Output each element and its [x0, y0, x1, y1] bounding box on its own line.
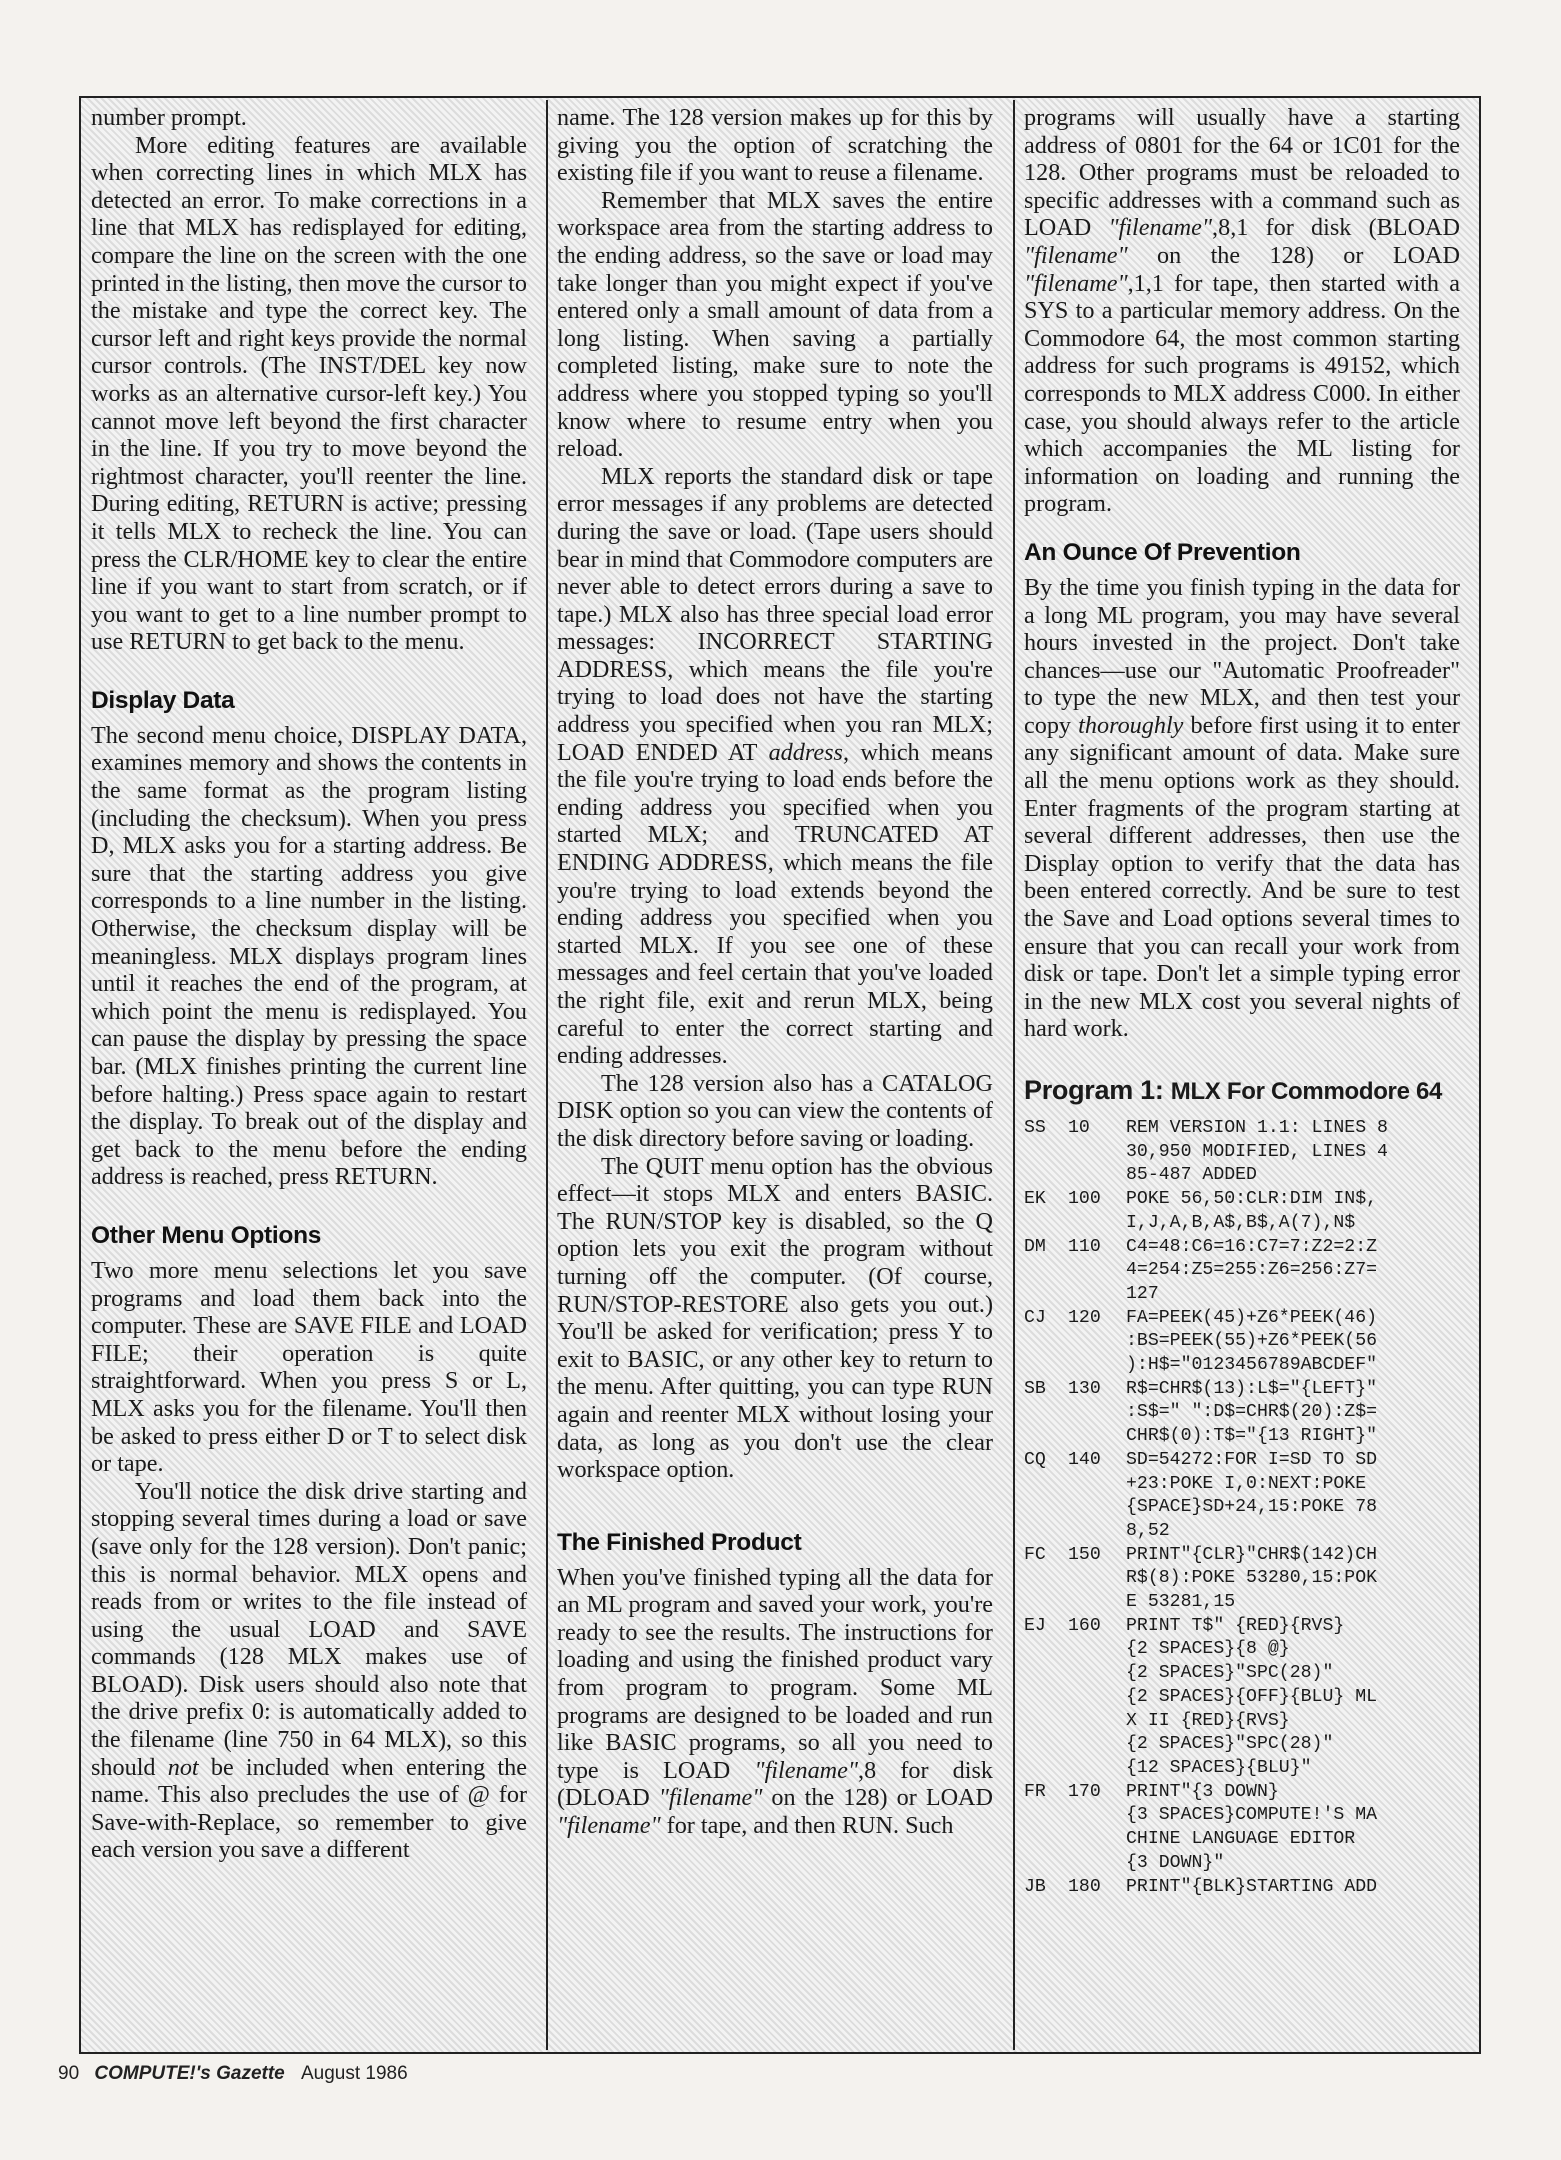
listing-text: {2 SPACES}"SPC(28)" [1126, 1734, 1334, 1755]
checksum-code [1024, 1638, 1068, 1662]
paragraph: Two more menu selections let you save programs and load them back into the computer. These are SAVE FILE and LOAD FILE; their operation is quite straightforward. When you press S or L, MLX asks you for the filename. You'll then be asked to press either D or T to select disk or tape. [91, 1256, 527, 1478]
listing-line [1024, 1425, 1460, 1449]
listing-text: 30,950 MODIFIED, LINES 4 [1126, 1141, 1388, 1162]
checksum-code: CQ [1024, 1449, 1046, 1470]
checksum-code [1024, 1710, 1068, 1734]
paragraph: The 128 version also has a CATALOG DISK option so you can view the contents of the disk directory before saving or loading. [557, 1069, 993, 1152]
listing-line [1024, 1804, 1460, 1828]
listing-line [1024, 1615, 1460, 1639]
paragraph: The second menu choice, DISPLAY DATA, examines memory and shows the contents in the same format as the program listing (including the checksum). When you press D, MLX asks you for a starting address. Be sure that the starting address you give corresponds to a line number in the listing. Otherwise, the checksum display will be meaningless. MLX displays program lines until it reaches the end of the program, at which point the menu is redisplayed. You can pause the display by pressing the space bar. (MLX finishes printing the current line before halting.) Press space again to restart the display. To break out of the display and get back to the menu before the ending address is reached, press RETURN. [91, 721, 527, 1191]
listing-text: {12 SPACES}{BLU}" [1126, 1757, 1312, 1778]
listing-text: POKE 56,50:CLR:DIM IN$, [1126, 1189, 1378, 1210]
checksum-code [1024, 1733, 1068, 1757]
listing-line [1024, 1354, 1460, 1378]
checksum-code [1024, 1496, 1068, 1520]
checksum-code [1024, 1141, 1068, 1165]
listing-text: E 53281,15 [1126, 1592, 1236, 1613]
line-number [1068, 1283, 1126, 1307]
listing-text: FA=PEEK(45)+Z6*PEEK(46) [1126, 1307, 1378, 1328]
listing-line [1024, 1330, 1460, 1354]
line-number [1068, 1828, 1126, 1852]
listing-line [1024, 1544, 1460, 1568]
line-number [1068, 1212, 1126, 1236]
checksum-code: EJ [1024, 1615, 1046, 1636]
listing-line [1024, 1876, 1460, 1900]
line-number: 160 [1068, 1615, 1101, 1636]
section-heading: Display Data [91, 686, 235, 714]
column-rule [546, 100, 548, 2050]
section-heading: An Ounce Of Prevention [1024, 538, 1301, 566]
listing-text: SD=54272:FOR I=SD TO SD [1126, 1449, 1378, 1470]
section-heading: The Finished Product [557, 1528, 802, 1556]
listing-text: {2 SPACES}{OFF}{BLU} ML [1126, 1686, 1378, 1707]
line-number: 180 [1068, 1876, 1101, 1897]
listing-line [1024, 1188, 1460, 1212]
listing-line [1024, 1686, 1460, 1710]
line-number [1068, 1141, 1126, 1165]
listing-line [1024, 1164, 1460, 1188]
line-number [1068, 1473, 1126, 1497]
column-1 [91, 104, 527, 2044]
listing-line [1024, 1852, 1460, 1876]
line-number [1068, 1710, 1126, 1734]
line-number [1068, 1852, 1126, 1876]
program-title: Program 1: MLX For Commodore 64 [1024, 1075, 1443, 1105]
listing-line [1024, 1591, 1460, 1615]
checksum-code [1024, 1330, 1068, 1354]
line-number: 150 [1068, 1544, 1101, 1565]
checksum-code: FC [1024, 1544, 1046, 1565]
line-number [1068, 1259, 1126, 1283]
checksum-code: DM [1024, 1236, 1046, 1257]
checksum-code: SB [1024, 1378, 1046, 1399]
checksum-code: FR [1024, 1781, 1046, 1802]
listing-text: PRINT"{BLK}STARTING ADD [1126, 1876, 1378, 1897]
listing-text: :S$=" ":D$=CHR$(20):Z$= [1126, 1402, 1378, 1423]
listing-line [1024, 1733, 1460, 1757]
program-listing [1024, 1117, 1460, 1899]
paragraph: MLX reports the standard disk or tape error messages if any problems are detected during the save or load. (Tape users should bear in mind that Commodore computers are never able to detect errors during a save to tape.) MLX also has three special load error messages: INCORRECT STARTING ADDRESS, which means the file you're trying to load does not have the starting address you specified when you ran MLX; LOAD ENDED AT address, which means the file you're trying to load ends before the ending address you specified when you started MLX; and TRUNCATED AT ENDING ADDRESS, which means the file you're trying to load extends beyond the ending address you specified when you started MLX. If you see one of these messages and feel certain that you've loaded the right file, exit and rerun MLX, being careful to enter the correct starting and ending addresses. [557, 462, 993, 1070]
listing-line [1024, 1710, 1460, 1734]
line-number [1068, 1804, 1126, 1828]
listing-text: {3 SPACES}COMPUTE!'S MA [1126, 1805, 1378, 1826]
listing-text: +23:POKE I,0:NEXT:POKE [1126, 1473, 1367, 1494]
listing-line [1024, 1212, 1460, 1236]
listing-text: {3 DOWN}" [1126, 1852, 1225, 1873]
line-number: 120 [1068, 1307, 1101, 1328]
listing-text: 85-487 ADDED [1126, 1165, 1257, 1186]
listing-line [1024, 1567, 1460, 1591]
paragraph: The QUIT menu option has the obvious effect—it stops MLX and enters BASIC. The RUN/STOP key is disabled, so the Q option lets you exit the program without turning off the computer. (Of course, RUN/STOP-RESTORE also gets you out.) You'll be asked for verification; press Y to exit to BASIC, or any other key to return to the menu. After quitting, you can type RUN again and reenter MLX without losing your data, as long as you don't use the clear workspace option. [557, 1152, 993, 1484]
line-number: 130 [1068, 1378, 1101, 1399]
listing-line [1024, 1638, 1460, 1662]
line-number: 110 [1068, 1236, 1101, 1257]
listing-line [1024, 1117, 1460, 1141]
checksum-code [1024, 1520, 1068, 1544]
paragraph: More editing features are available when correcting lines in which MLX has detected an error. To make corrections in a line that MLX has redisplayed for editing, compare the line on the screen with the one printed in the listing, then move the cursor to the mistake and type the correct key. The cursor left and right keys provide the normal cursor controls. (The INST/DEL key now works as an alternative cursor-left key.) You cannot move left beyond the first character in the line. If you try to move beyond the rightmost character, you'll reenter the line. During editing, RETURN is active; pressing it tells MLX to recheck the line. You can press the CLR/HOME key to clear the entire line if you want to start from scratch, or if you want to get to a line number prompt to use RETURN to get back to the menu. [91, 131, 527, 656]
listing-text: PRINT T$" {RED}{RVS} [1126, 1615, 1345, 1636]
listing-text: {SPACE}SD+24,15:POKE 78 [1126, 1497, 1378, 1518]
checksum-code [1024, 1686, 1068, 1710]
checksum-code [1024, 1852, 1068, 1876]
checksum-code [1024, 1259, 1068, 1283]
listing-line [1024, 1496, 1460, 1520]
listing-text: PRINT"{3 DOWN} [1126, 1781, 1279, 1802]
line-number [1068, 1496, 1126, 1520]
listing-line [1024, 1283, 1460, 1307]
line-number [1068, 1567, 1126, 1591]
line-number [1068, 1591, 1126, 1615]
listing-line [1024, 1520, 1460, 1544]
line-number [1068, 1425, 1126, 1449]
line-number: 10 [1068, 1118, 1090, 1138]
listing-text: REM VERSION 1.1: LINES 8 [1126, 1118, 1388, 1138]
checksum-code [1024, 1212, 1068, 1236]
checksum-code [1024, 1401, 1068, 1425]
listing-text: R$(8):POKE 53280,15:POK [1126, 1568, 1378, 1589]
section-heading: Other Menu Options [91, 1221, 322, 1249]
column-3 [1024, 104, 1460, 2044]
page-footer [58, 2063, 408, 2085]
listing-line [1024, 1828, 1460, 1852]
listing-text: CHINE LANGUAGE EDITOR [1126, 1829, 1356, 1850]
listing-line [1024, 1307, 1460, 1331]
line-number: 170 [1068, 1781, 1101, 1802]
listing-line [1024, 1401, 1460, 1425]
listing-text: {2 SPACES}{8 @} [1126, 1639, 1290, 1660]
listing-text: 4=254:Z5=255:Z6=256:Z7= [1126, 1260, 1378, 1281]
paragraph: number prompt. [91, 104, 247, 131]
line-number [1068, 1638, 1126, 1662]
line-number [1068, 1330, 1126, 1354]
checksum-code: EK [1024, 1189, 1046, 1210]
line-number: 140 [1068, 1449, 1101, 1470]
checksum-code [1024, 1283, 1068, 1307]
checksum-code [1024, 1164, 1068, 1188]
checksum-code [1024, 1591, 1068, 1615]
listing-line [1024, 1473, 1460, 1497]
listing-text: 127 [1126, 1283, 1159, 1304]
checksum-code [1024, 1473, 1068, 1497]
paragraph: By the time you finish typing in the data for a long ML program, you may have several hours invested in the project. Don't take chances—use our "Automatic Proofreader" to type the new MLX, and then test your copy thoroughly before first using it to enter any significant amount of data. Make sure all the menu options work as they should. Enter fragments of the program starting at several different addresses, then use the Display option to verify that the data has been entered correctly. And be sure to test the Save and Load options several times to ensure that you can recall your work from disk or tape. Don't let a simple typing error in the new MLX cost you several nights of hard work. [1024, 573, 1460, 1043]
checksum-code [1024, 1354, 1068, 1378]
checksum-code: CJ [1024, 1307, 1046, 1328]
checksum-code [1024, 1828, 1068, 1852]
paragraph: name. The 128 version makes up for this by giving you the option of scratching the existing file if you want to reuse a filename. [557, 104, 993, 187]
checksum-code [1024, 1425, 1068, 1449]
line-number: 100 [1068, 1189, 1101, 1210]
listing-line [1024, 1757, 1460, 1781]
listing-text: I,J,A,B,A$,B$,A(7),N$ [1126, 1212, 1356, 1233]
column-rule [1013, 100, 1015, 2050]
listing-line [1024, 1449, 1460, 1473]
line-number [1068, 1757, 1126, 1781]
checksum-code [1024, 1757, 1068, 1781]
magazine-name: COMPUTE!'s Gazette [94, 2063, 285, 2084]
listing-text: X II {RED}{RVS} [1126, 1710, 1290, 1731]
line-number [1068, 1164, 1126, 1188]
issue-date: August 1986 [300, 2063, 408, 2084]
paragraph: You'll notice the disk drive starting and stopping several times during a load or save (save only for the 128 version). Don't panic; this is normal behavior. MLX opens and reads from or writes to the file instead of using the usual LOAD and SAVE commands (128 MLX makes use of BLOAD). Disk users should also note that the drive prefix 0: is automatically added to the filename (line 750 in 64 MLX), so this should not be included when entering the name. This also precludes the use of @ for Save-with-Replace, so remember to give each version you save a different [91, 1477, 527, 1864]
listing-text: PRINT"{CLR}"CHR$(142)CH [1126, 1544, 1378, 1565]
listing-text: R$=CHR$(13):L$="{LEFT}" [1126, 1378, 1378, 1399]
listing-text: {2 SPACES}"SPC(28)" [1126, 1663, 1334, 1684]
listing-line [1024, 1259, 1460, 1283]
line-number [1068, 1686, 1126, 1710]
line-number [1068, 1354, 1126, 1378]
listing-line [1024, 1141, 1460, 1165]
page-number: 90 [58, 2063, 80, 2084]
listing-text: CHR$(0):T$="{13 RIGHT}" [1126, 1426, 1378, 1447]
checksum-code [1024, 1662, 1068, 1686]
checksum-code [1024, 1567, 1068, 1591]
listing-line [1024, 1662, 1460, 1686]
checksum-code [1024, 1804, 1068, 1828]
line-number [1068, 1662, 1126, 1686]
line-number [1068, 1520, 1126, 1544]
paragraph: Remember that MLX saves the entire workspace area from the starting address to the ending address, so the save or load may take longer than you might expect if you've entered only a small amount of data from a long listing. When saving a partially completed listing, make sure to note the address where you stopped typing so you'll know where to resume entry when you reload. [557, 186, 993, 463]
listing-text: C4=48:C6=16:C7=7:Z2=2:Z [1126, 1236, 1378, 1257]
listing-text: ):H$="0123456789ABCDEF" [1126, 1355, 1378, 1376]
listing-text: 8,52 [1126, 1520, 1170, 1541]
listing-line [1024, 1378, 1460, 1402]
column-2 [557, 104, 993, 2044]
line-number [1068, 1401, 1126, 1425]
listing-line [1024, 1781, 1460, 1805]
checksum-code: SS [1024, 1118, 1046, 1138]
paragraph: When you've finished typing all the data for an ML program and saved your work, you're ready to see the results. The instructions for loading and using the finished product vary from program to program. Some ML programs are designed to be loaded and run like BASIC programs, so all you need to type is LOAD "filename",8 for disk (DLOAD "filename" on the 128) or LOAD "filename" for tape, and then RUN. Such [557, 1563, 993, 1840]
listing-line [1024, 1236, 1460, 1260]
listing-text: :BS=PEEK(55)+Z6*PEEK(56 [1126, 1331, 1378, 1352]
checksum-code: JB [1024, 1876, 1046, 1897]
paragraph: programs will usually have a starting address of 0801 for the 64 or 1C01 for the 128. Other programs must be reloaded to specific addresses with a command such as LOAD "filename",8,1 for disk (BLOAD "filename" on the 128) or LOAD "filename",1,1 for tape, then started with a SYS to a particular memory address. On the Commodore 64, the most common starting address for such programs is 49152, which corresponds to MLX address C000. In either case, you should always refer to the article which accompanies the ML listing for information on loading and running the program. [1024, 104, 1460, 518]
line-number [1068, 1733, 1126, 1757]
